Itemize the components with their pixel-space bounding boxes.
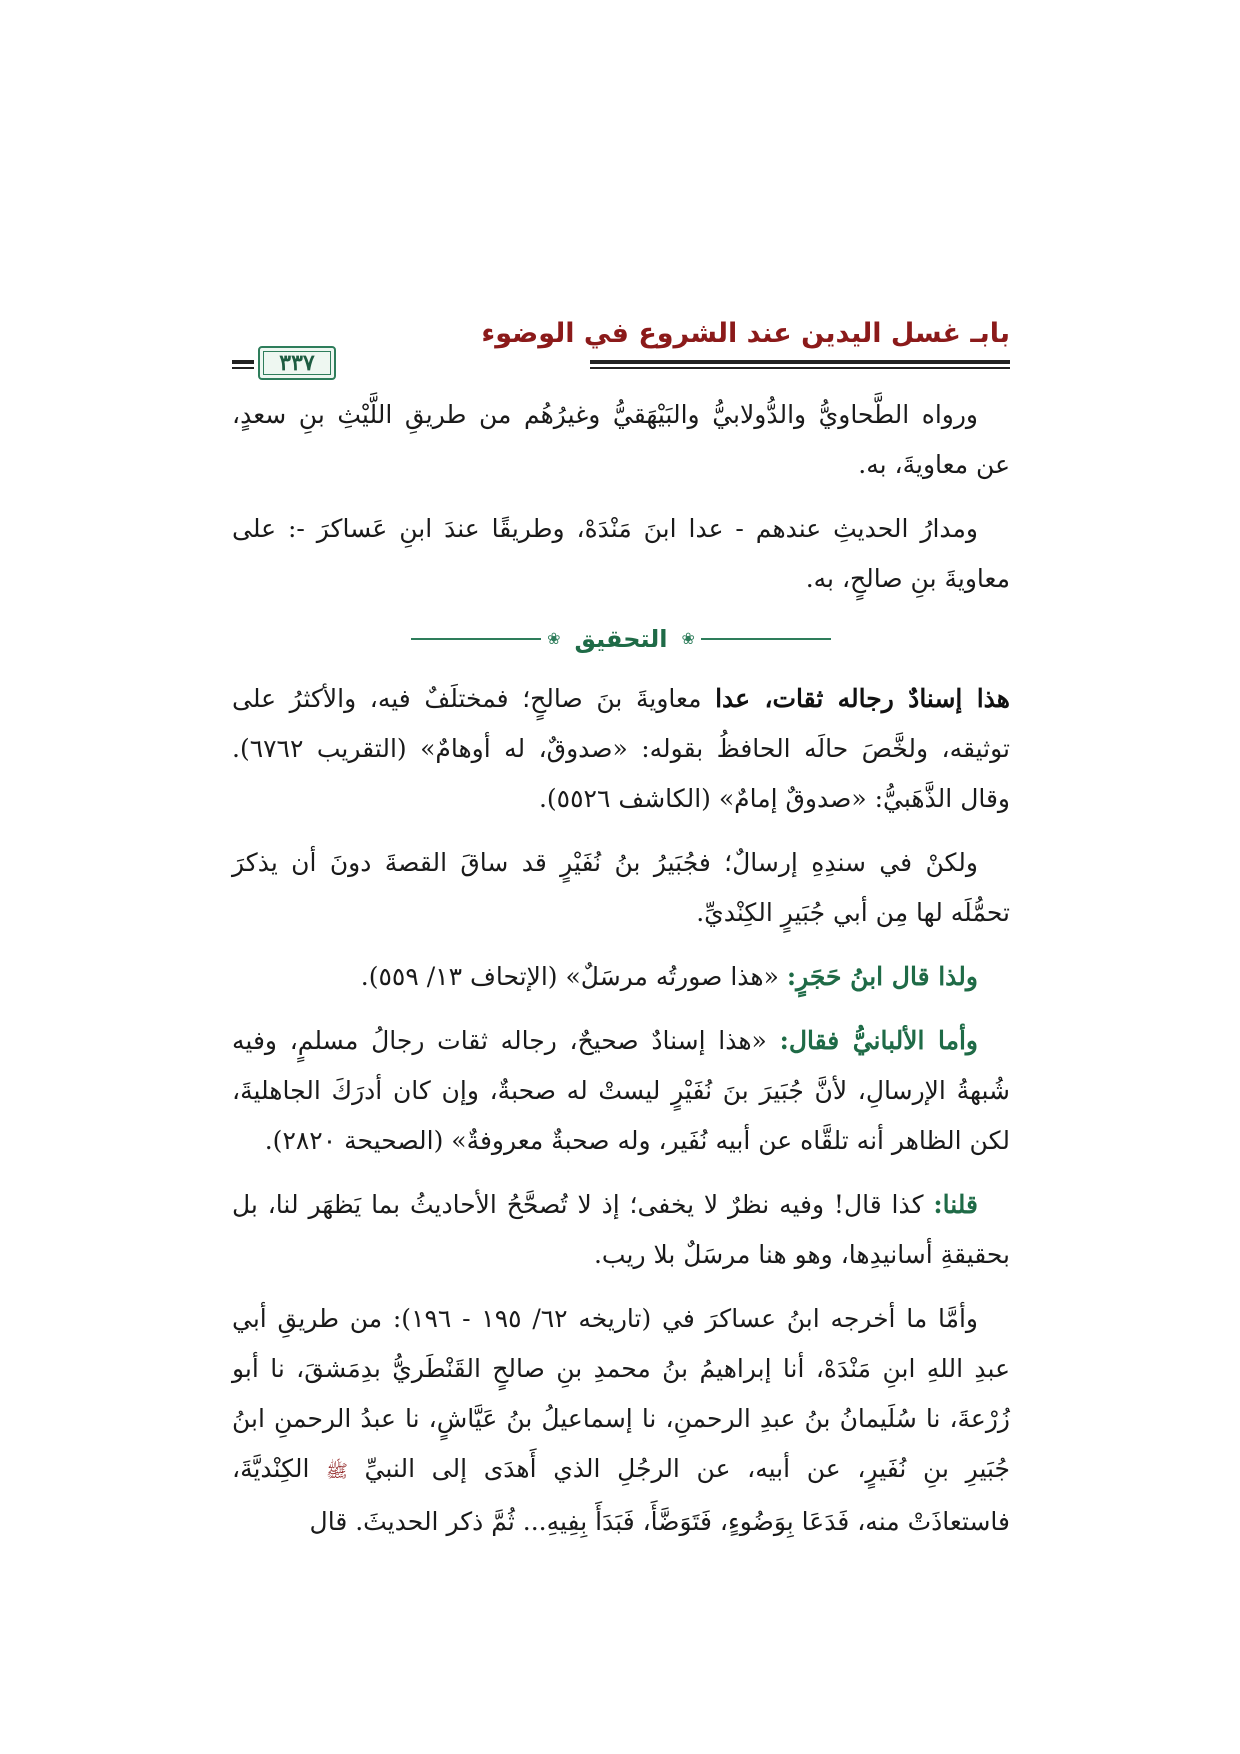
header-rule-left-thick: [232, 360, 254, 364]
salutation-icon: ﷺ: [326, 1461, 348, 1482]
paragraph-8-text-before: وأمَّا ما أخرجه ابنُ عساكرَ في (تاريخه ٦٢/ ١٩٥ - ١٩٦): من طريقِ أبي عبدِ اللهِ ابنِ مَنْدَهْ، أنا إبراهيمُ بنُ محمدِ بنِ صالحٍ القَنْطَريُّ بدِمَشقَ، نا أبو زُرْعةَ، نا سُلَيمانُ بنُ عبدِ الرحمنِ، نا إسماعيلُ بنُ عَيَّاشٍ، نا عبدُ الرحمنِ ابنُ جُبَيرِ بنِ نُفَيرٍ، عن أبيه، عن الرجُلِ الذي أَهدَى إلى النبيِّ: [232, 1304, 1010, 1483]
paragraph-8: [232, 1294, 1010, 1547]
paragraph-8-text-after: الكِنْديَّةَ، فاستعاذَتْ منه، فَدَعَا بِوَضُوءٍ، فَتَوَضَّأَ، فَبَدَأَ بِفِيهِ... ثُمَّ ذكر الحديثَ. قال: [232, 1454, 1010, 1536]
paragraph-2: ومدارُ الحديثِ عندهم - عدا ابنَ مَنْدَهْ، وطريقًا عندَ ابنِ عَساكرَ -: على معاويةَ بنِ صالحٍ، به.: [232, 514, 1010, 593]
header-rule-thick: [590, 360, 1010, 364]
page-number: ٣٣٧: [279, 350, 315, 376]
paragraph-5-text: «هذا صورتُه مرسَلٌ» (الإتحاف ١٣/ ٥٥٩).: [360, 962, 787, 991]
section-heading: التحقيق: [574, 625, 668, 653]
paragraph-1: ورواه الطَّحاويُّ والدُّولابيُّ والبَيْهَقيُّ وغيرُهُم من طريقِ اللَّيْثِ بنِ سعدٍ، عن معاويةَ، به.: [232, 400, 1010, 479]
paragraph-3-lead: هذا إسنادٌ رجاله ثقات، عدا: [715, 684, 1010, 713]
section-divider: [232, 618, 1010, 660]
paragraph-3: [232, 674, 1010, 824]
paragraph-7-lead: قلنا:: [933, 1190, 978, 1219]
paragraph-7-text: كذا قال! وفيه نظرٌ لا يخفى؛ إذ لا تُصحَّحُ الأحاديثُ بما يَظهَر لنا، بل بحقيقةِ أسانيدِها، وهو هنا مرسَلٌ بلا ريب.: [232, 1190, 1010, 1269]
header-rule-thin: [590, 367, 1010, 369]
page-number-badge: [258, 346, 586, 380]
flourish-icon: ❀: [547, 629, 561, 648]
header-rule-left-thin: [232, 367, 254, 369]
divider-line-right: [701, 638, 831, 640]
page-body: [232, 390, 1010, 1561]
chapter-title: بابـ غسل اليدين عند الشروع في الوضوء: [481, 318, 1010, 349]
paragraph-6-lead: وأما الألبانيُّ فقال:: [779, 1026, 978, 1055]
paragraph-6: [232, 1016, 1010, 1166]
paragraph-6-text: «هذا إسنادٌ صحيحٌ، رجاله ثقات رجالُ مسلمٍ، وفيه شُبهةُ الإرسالِ، لأنَّ جُبَيرَ بنَ نُفَيْرٍ ليستْ له صحبةٌ، وإن كان أدرَكَ الجاهليةَ، لكن الظاهر أنه تلقَّاه عن أبيه نُفَير، وله صحبةٌ معروفةٌ» (الصحيحة ٢٨٢٠).: [232, 1026, 1010, 1155]
page-header: [232, 318, 1010, 376]
divider-line-left: [411, 638, 541, 640]
flourish-icon: ❀: [681, 629, 695, 648]
paragraph-5: [232, 952, 1010, 1002]
paragraph-7: [232, 1180, 1010, 1280]
paragraph-4: ولكنْ في سندِهِ إرسالٌ؛ فجُبَيرُ بنُ نُفَيْرٍ قد ساقَ القصةَ دونَ أن يذكرَ تحمُّلَه لها مِن أبي جُبَيرٍ الكِنْديِّ.: [232, 848, 1010, 927]
paragraph-5-lead: ولذا قال ابنُ حَجَرٍ:: [786, 962, 978, 991]
paragraph-3-text: معاويةَ بنَ صالحٍ؛ فمختلَفٌ فيه، والأكثرُ على توثيقه، ولخَّصَ حالَه الحافظُ بقوله: «صدوقٌ، له أوهامٌ» (التقريب ٦٧٦٢). وقال الذَّهَبيُّ: «صدوقٌ إمامٌ» (الكاشف ٥٥٢٦).: [232, 684, 1010, 813]
